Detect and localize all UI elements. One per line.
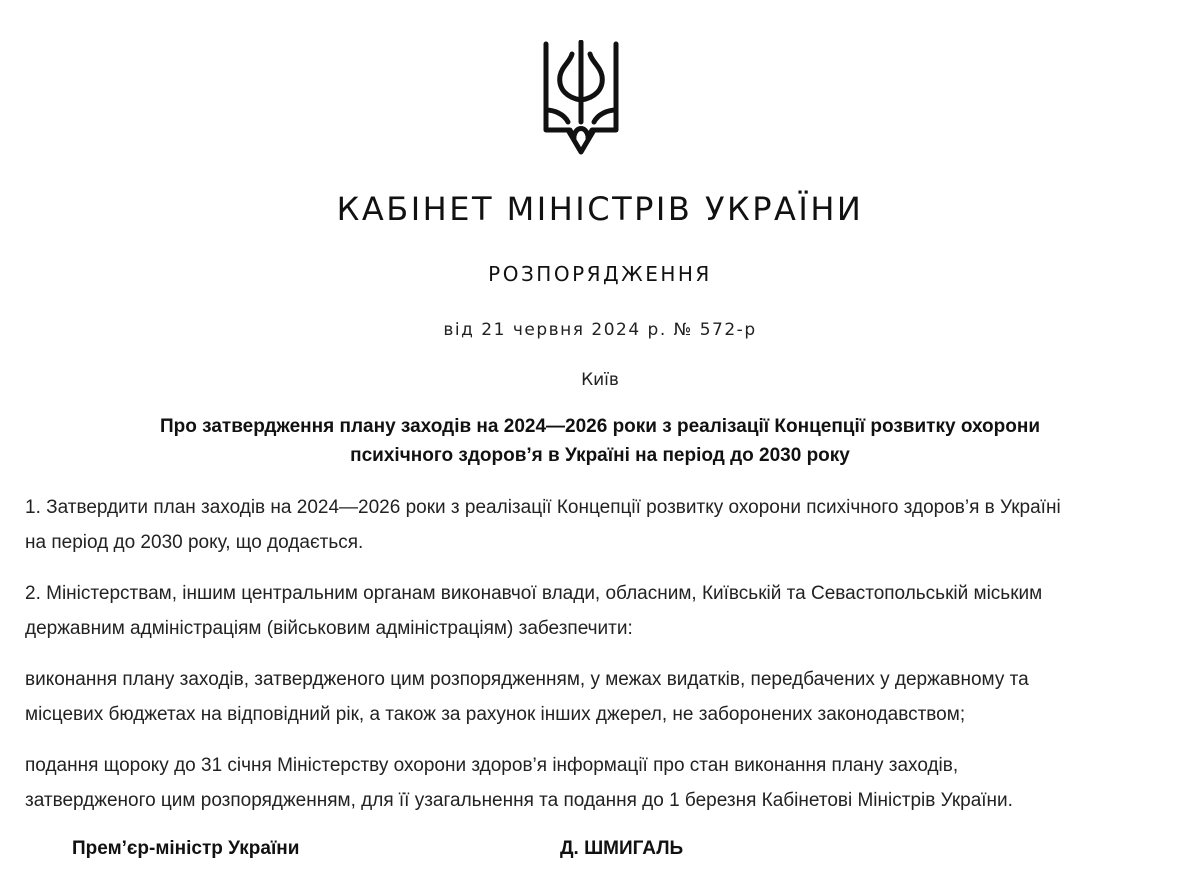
paragraph-line: 2. Міністерствам, іншим центральним органам виконавчої влади, обласним, Київській та Севастопольській міським xyxy=(25,583,1043,604)
paragraph-line: затвердженого цим розпорядженням, для її узагальнення та подання до 1 березня Кабінетові Міністрів України. xyxy=(25,790,1013,811)
paragraph-line: подання щороку до 31 січня Міністерству охорони здоров’я інформації про стан виконання плану заходів, xyxy=(25,755,959,776)
paragraph-line: виконання плану заходів, затвердженого цим розпорядженням, у межах видатків, передбачених у державному та xyxy=(25,669,1029,690)
document-type: РОЗПОРЯДЖЕННЯ xyxy=(488,262,712,286)
document-subject xyxy=(100,412,1100,470)
paragraph-line: на період до 2030 року, що додається. xyxy=(25,532,364,553)
subject-line: Про затвердження плану заходів на 2024—2026 роки з реалізації Концепції розвитку охорони xyxy=(159,416,1041,437)
paragraph-line: державним адміністраціям (військовим адміністраціям) забезпечити: xyxy=(25,618,633,639)
government-title: КАБІНЕТ МІНІСТРІВ УКРАЇНИ xyxy=(336,190,864,228)
paragraph-1 xyxy=(25,490,1168,560)
signature-name: Д. ШМИГАЛЬ xyxy=(560,838,684,859)
subject-line: психічного здоров’я в Україні на період до 2030 року xyxy=(350,445,850,466)
document-date-number: від 21 червня 2024 р. № 572-р xyxy=(443,320,757,340)
paragraph-3 xyxy=(25,662,1168,732)
paragraph-line: 1. Затвердити план заходів на 2024—2026 роки з реалізації Концепції розвитку охорони психічного здоров’я в Україні xyxy=(25,497,1061,518)
paragraph-line: місцевих бюджетах на відповідний рік, а також за рахунок інших джерел, не заборонених законодавством; xyxy=(25,704,966,725)
paragraph-2 xyxy=(25,576,1168,646)
signature-title: Прем’єр-міністр України xyxy=(72,838,300,859)
document-city: Київ xyxy=(581,370,619,390)
paragraph-4 xyxy=(25,748,1168,818)
trident-icon xyxy=(538,40,624,156)
